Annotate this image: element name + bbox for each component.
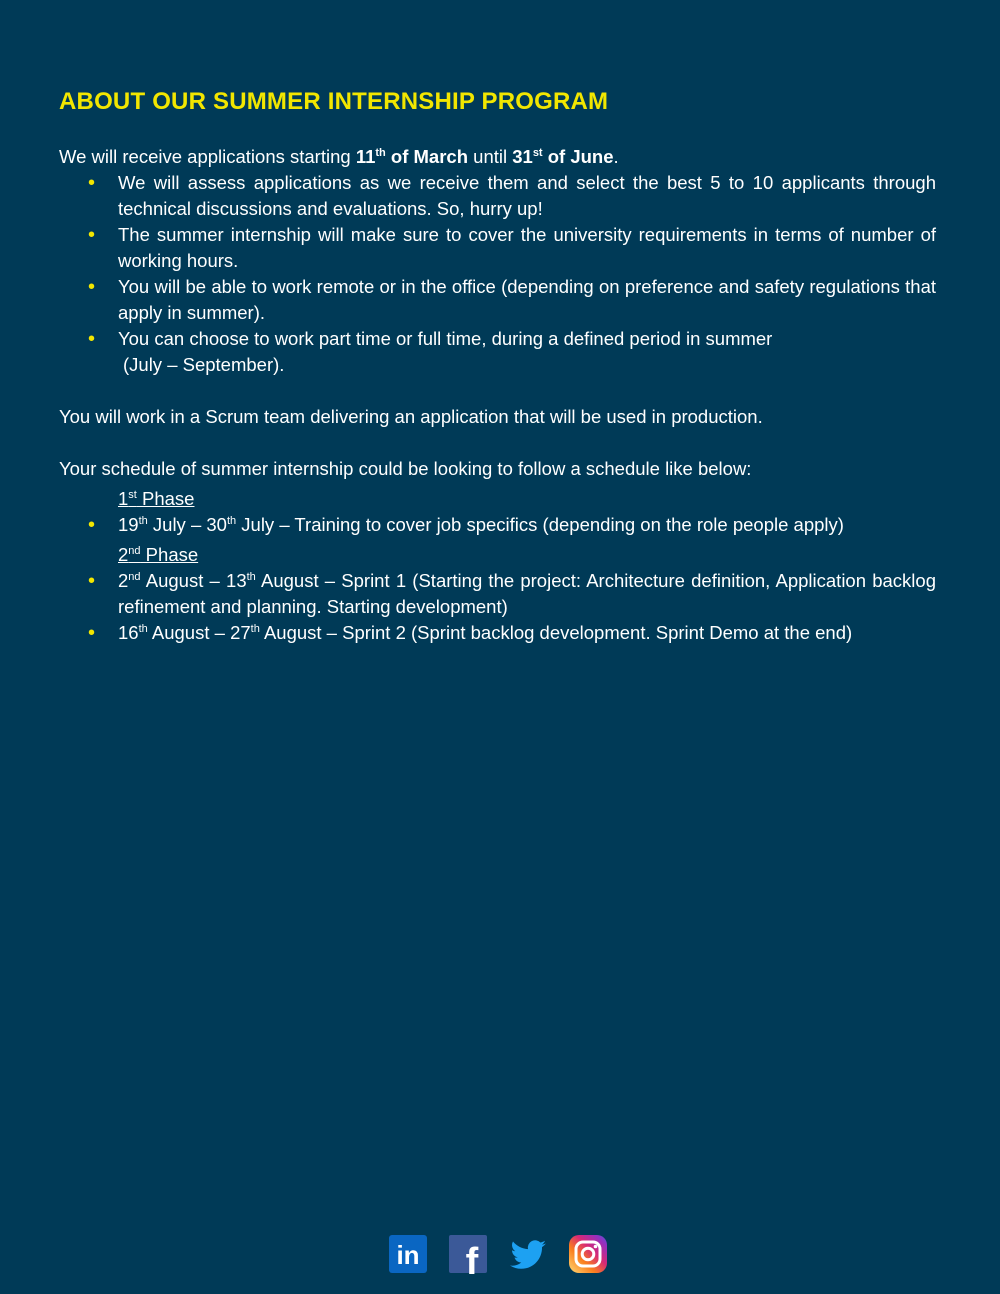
facebook-icon[interactable] — [448, 1234, 488, 1274]
intro-paragraph: We will receive applications starting 11th of March until 31st of June. — [59, 146, 619, 167]
list-item: • 19th July – 30th July – Training to cover job specifics (depending on the role people apply) — [59, 512, 936, 538]
svg-text:in: in — [396, 1240, 420, 1270]
list-item-text: You can choose to work part time or full time, during a defined period in summer — [118, 328, 773, 349]
phase-2-heading: 2nd Phase — [118, 544, 199, 565]
list-item — [59, 326, 936, 378]
info-list — [59, 170, 936, 378]
page-title: ABOUT OUR SUMMER INTERNSHIP PROGRAM — [59, 88, 609, 115]
schedule-intro: Your schedule of summer internship could be looking to follow a schedule like below: — [59, 458, 752, 479]
list-item: • We will assess applications as we receive them and select the best 5 to 10 applicants through technical discussions and evaluations. So, hurry up! — [59, 170, 936, 222]
end-date: 31st of June — [512, 146, 614, 167]
linkedin-icon[interactable] — [388, 1234, 428, 1274]
svg-text:f: f — [465, 1241, 479, 1274]
content — [59, 144, 936, 646]
phase-2-list — [59, 568, 936, 646]
instagram-icon[interactable] — [568, 1234, 608, 1274]
intro-text: We will receive applications starting — [59, 146, 356, 167]
list-item: • The summer internship will make sure to cover the university requirements in terms of number of working hours. — [59, 222, 936, 274]
scrum-paragraph: You will work in a Scrum team delivering an application that will be used in production. — [59, 406, 763, 427]
list-item: • 16th August – 27th August – Sprint 2 (Sprint backlog development. Sprint Demo at the end) — [59, 620, 936, 646]
start-date: 11th of March — [355, 146, 469, 167]
social-links — [388, 1234, 608, 1274]
list-item: • 2nd August – 13th August – Sprint 1 (Starting the project: Architecture definition, Application backlog refinement and planning. Starting development) — [59, 568, 936, 620]
twitter-icon[interactable] — [508, 1234, 548, 1274]
list-item: • You will be able to work remote or in the office (depending on preference and safety regulations that apply in summer). — [59, 274, 936, 326]
phase-1-heading: 1st Phase — [118, 488, 195, 509]
phase-1-list — [59, 512, 936, 538]
intro-until: until — [468, 146, 513, 167]
list-item-text-line2: (July – September). — [123, 354, 285, 375]
